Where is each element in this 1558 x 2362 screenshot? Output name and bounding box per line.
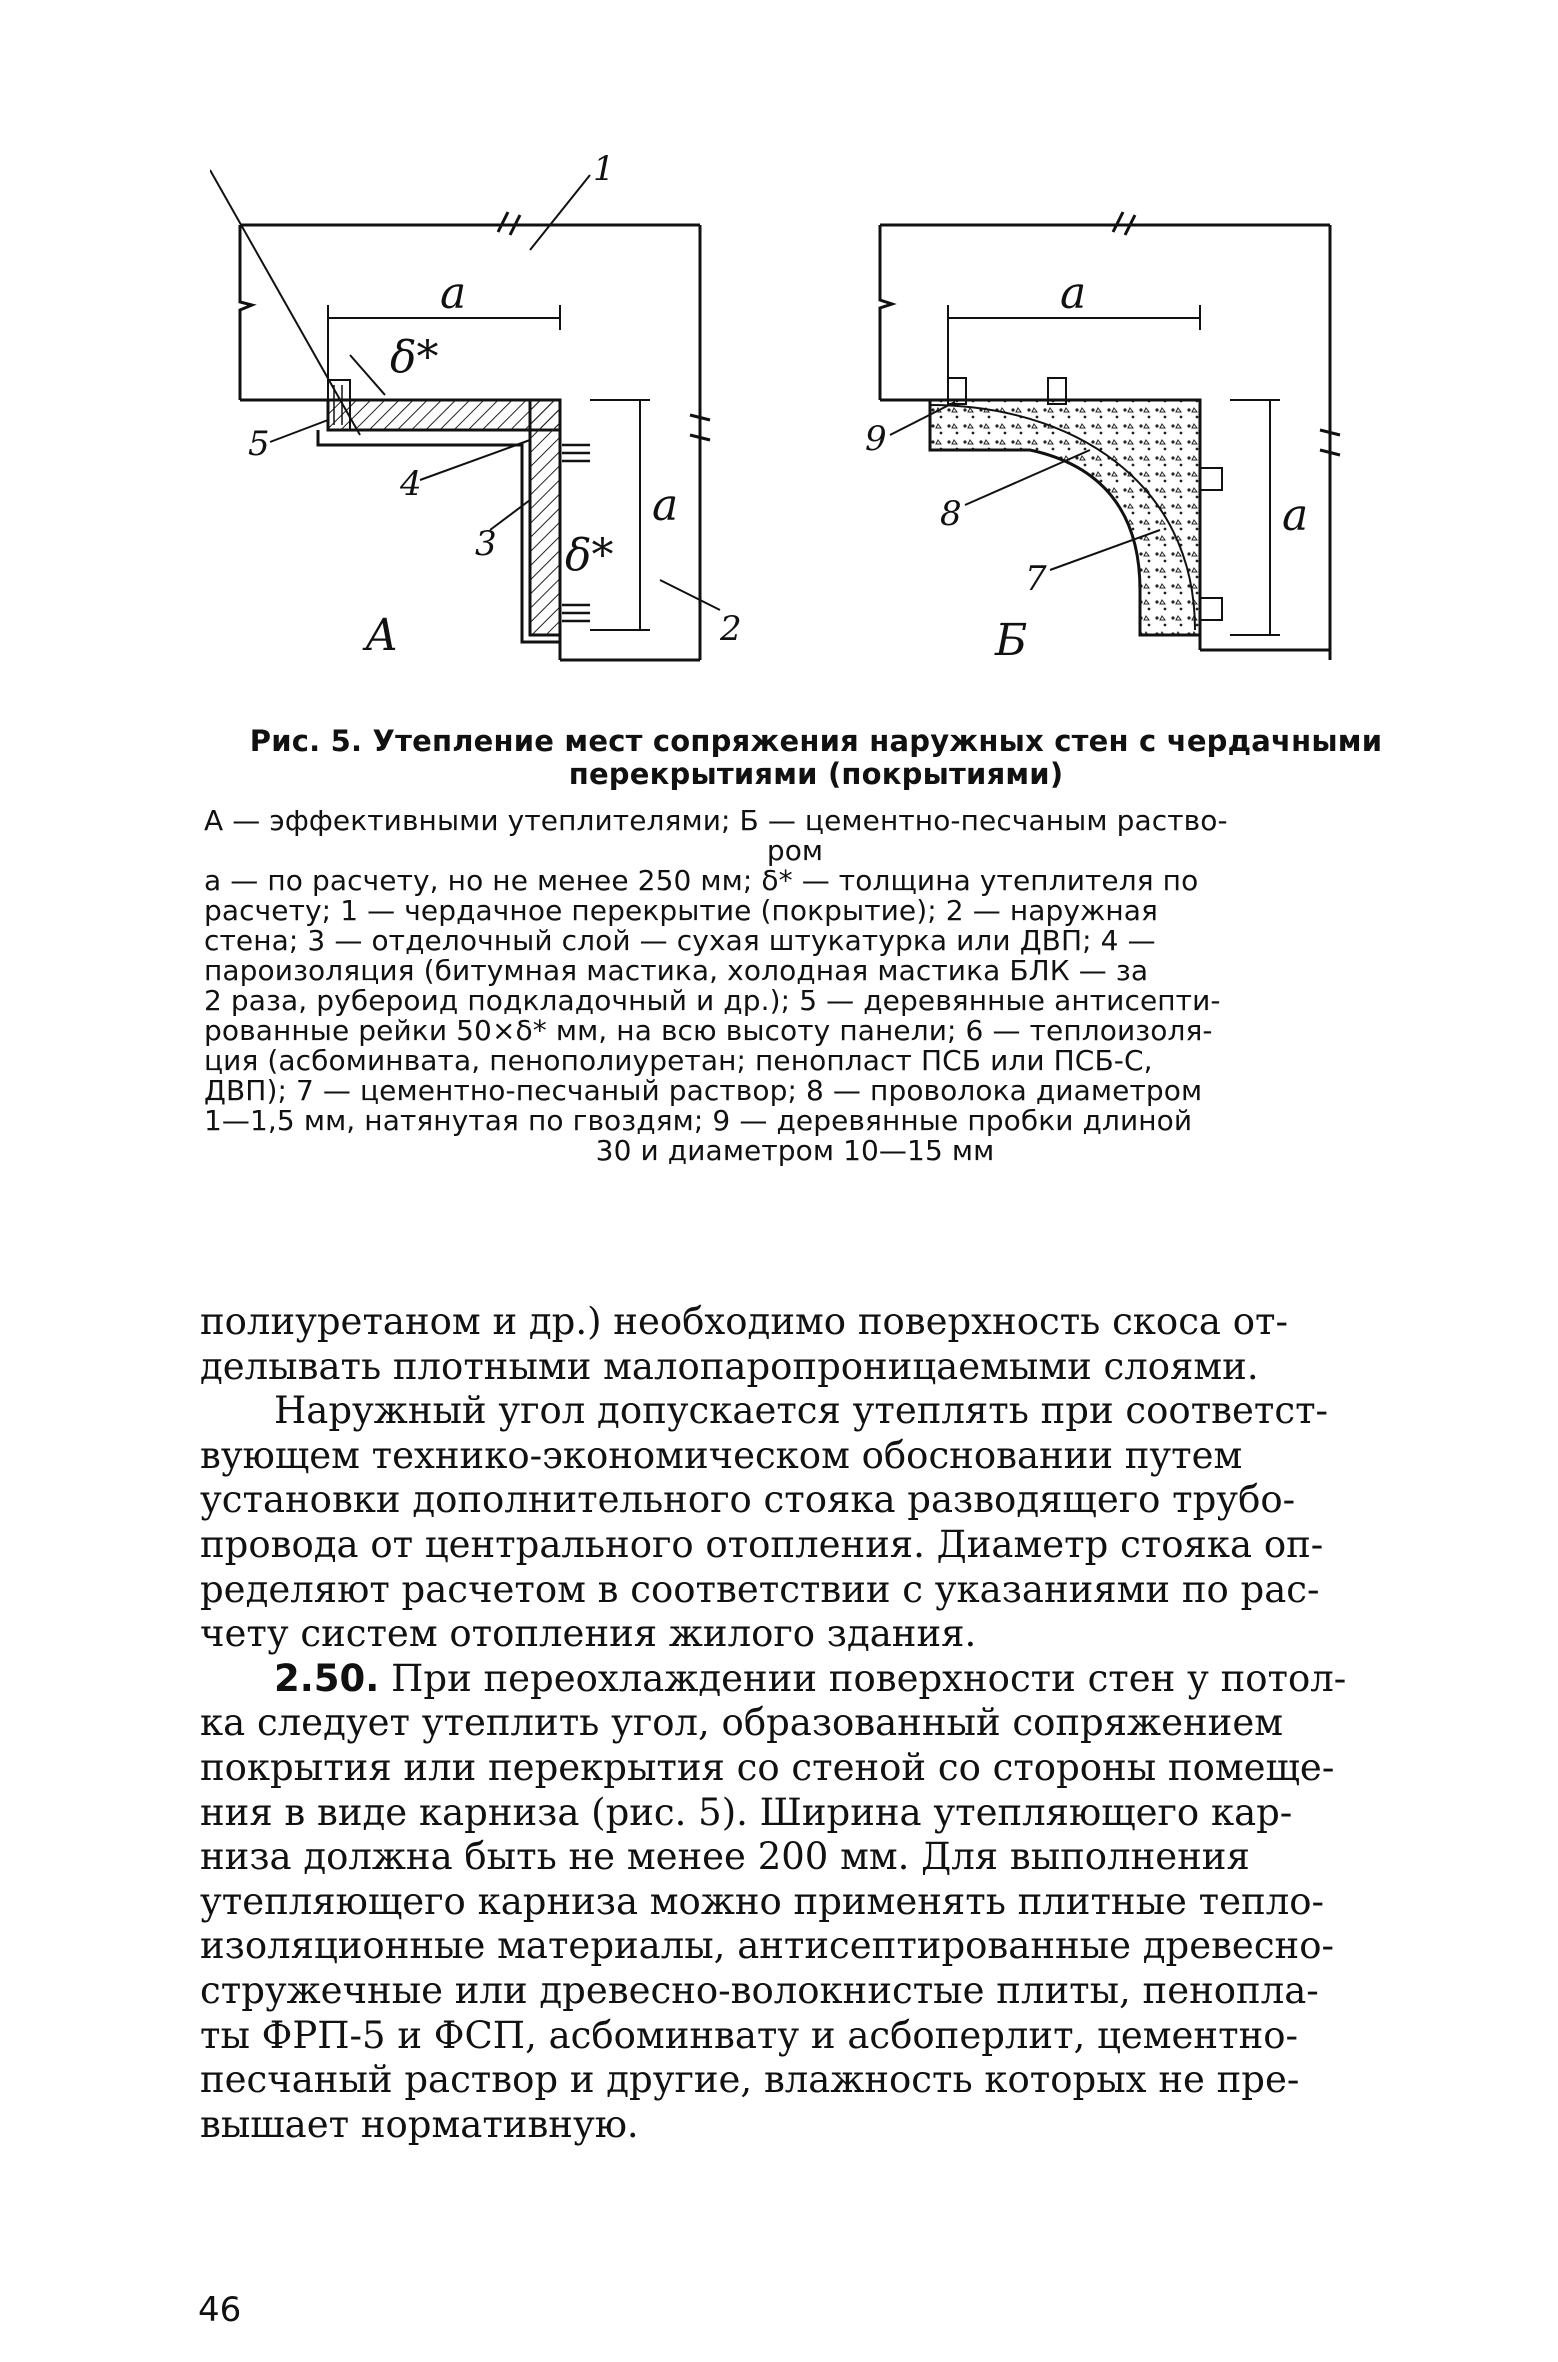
- caption-legend-line: а — по расчету, но не менее 250 мм; δ* — толщина утеплителя по: [204, 864, 1199, 897]
- insulation-wall-a: [530, 400, 560, 635]
- mortar-fillet-b: [930, 400, 1200, 635]
- caption-variants-line: ром: [766, 834, 824, 867]
- delta-label-a-wall: δ*: [565, 530, 614, 581]
- caption-variants-line: А — эффективными утеплителями; Б — цементно-песчаным раство-: [204, 804, 1228, 837]
- body-line: полиуретаном и др.) необходимо поверхность скоса от-: [200, 1300, 1288, 1343]
- body-line: ния в виде карниза (рис. 5). Ширина утепляющего кар-: [200, 1790, 1293, 1834]
- callout-2: 2: [720, 609, 742, 649]
- caption-legend-line: 1—1,5 мм, натянутая по гвоздям; 9 — деревянные пробки длиной: [204, 1104, 1193, 1137]
- callout-7: 7: [1025, 559, 1047, 599]
- body-line: утепляющего карниза можно применять плитные тепло-: [200, 1879, 1324, 1923]
- section-2-50-first-line: [200, 1657, 1386, 1702]
- caption-legend-line: пароизоляция (битумная мастика, холодная мастика БЛК — за: [204, 954, 1149, 987]
- dim-a-right-a: a: [652, 480, 679, 531]
- slab-outline-a: [240, 225, 252, 400]
- caption-legend-line: расчету; 1 — чердачное перекрытие (покрытие); 2 — наружная: [204, 894, 1158, 927]
- body-line: Наружный угол допускается утеплять при соответст-: [274, 1389, 1329, 1433]
- dim-a-top-b: a: [1060, 268, 1087, 319]
- figure-caption-legend: [204, 806, 1386, 1166]
- callout-3: 3: [475, 524, 497, 564]
- slab-outline-b: [880, 225, 892, 400]
- body-line: При переохлаждении поверхности стен у потол-: [379, 1656, 1347, 1700]
- caption-legend-line: рованные рейки 50×δ* мм, на всю высоту панели; 6 — теплоизоля-: [204, 1014, 1213, 1047]
- body-line: установки дополнительного стояка разводящего трубо-: [200, 1478, 1296, 1522]
- page-number: 46: [198, 2290, 242, 2330]
- caption-title-line: перекрытиями (покрытиями): [568, 757, 1064, 791]
- body-line: вующем технико-экономическом обосновании путем: [200, 1433, 1243, 1477]
- callout-8: 8: [940, 494, 962, 534]
- body-line: чету систем отопления жилого здания.: [200, 1612, 977, 1656]
- dim-a-right-b: a: [1282, 490, 1309, 541]
- plug-b-3: [1200, 468, 1222, 490]
- body-line: покрытия или перекрытия со стеной со стороны помеще-: [200, 1745, 1335, 1789]
- body-line: стружечные или древесно-волокнистые плиты, пенопла-: [200, 1968, 1319, 2012]
- caption-title-line: Рис. 5. Утепление мест сопряжения наружных стен с чердачными: [249, 724, 1383, 758]
- caption-legend-line: ДВП); 7 — цементно-песчаный раствор; 8 — проволока диаметром: [204, 1074, 1203, 1107]
- body-text: [200, 1300, 1386, 2147]
- delta-label-a-top: δ*: [390, 332, 439, 383]
- body-line: провода от центрального отопления. Диаметр стояка оп-: [200, 1522, 1324, 1566]
- drawing-a: [210, 170, 720, 660]
- body-line: изоляционные материалы, антисептированные древесно-: [200, 1924, 1334, 1968]
- leader-2: [660, 580, 720, 610]
- body-line: ка следует утеплить угол, образованный сопряжением: [200, 1701, 1283, 1745]
- caption-legend-line: 30 и диаметром 10—15 мм: [595, 1134, 995, 1167]
- body-line: делывать плотными малопаропроницаемыми слоями.: [200, 1344, 1259, 1388]
- body-line: песчаный раствор и другие, влажность которых не пре-: [200, 2058, 1300, 2102]
- body-line: низа должна быть не менее 200 мм. Для выполнения: [200, 1835, 1250, 1879]
- caption-legend-line: 2 раза, рубероид подкладочный и др.); 5 — деревянные антисепти-: [204, 984, 1221, 1017]
- callout-5: 5: [248, 424, 270, 464]
- figure-caption-title: [236, 725, 1396, 791]
- callout-1: 1: [593, 150, 615, 189]
- body-line: ределяют расчетом в соответствии с указаниями по рас-: [200, 1567, 1320, 1611]
- drawing-b-label: Б: [995, 615, 1028, 666]
- body-line: вышает нормативную.: [200, 2102, 639, 2146]
- finish-layer-a: [318, 430, 560, 642]
- caption-legend-line: стена; 3 — отделочный слой — сухая штукатурка или ДВП; 4 —: [204, 924, 1156, 957]
- callout-4: 4: [400, 464, 422, 504]
- dim-a-top-a: a: [440, 268, 467, 319]
- drawing-b: [880, 212, 1340, 660]
- insulation-cornice-a: [328, 400, 560, 430]
- plug-b-4: [1200, 598, 1222, 620]
- leader-8: [965, 450, 1090, 505]
- section-number: 2.50.: [274, 1656, 380, 1700]
- leader-1: [530, 175, 590, 250]
- figure-5: [210, 150, 1370, 700]
- callout-9: 9: [865, 419, 887, 459]
- caption-legend-line: ция (асбоминвата, пенополиуретан; пенопласт ПСБ или ПСБ-С,: [204, 1044, 1153, 1077]
- drawing-a-label: А: [365, 610, 399, 661]
- body-line: ты ФРП-5 и ФСП, асбоминвату и асбоперлит, цементно-: [200, 2013, 1299, 2057]
